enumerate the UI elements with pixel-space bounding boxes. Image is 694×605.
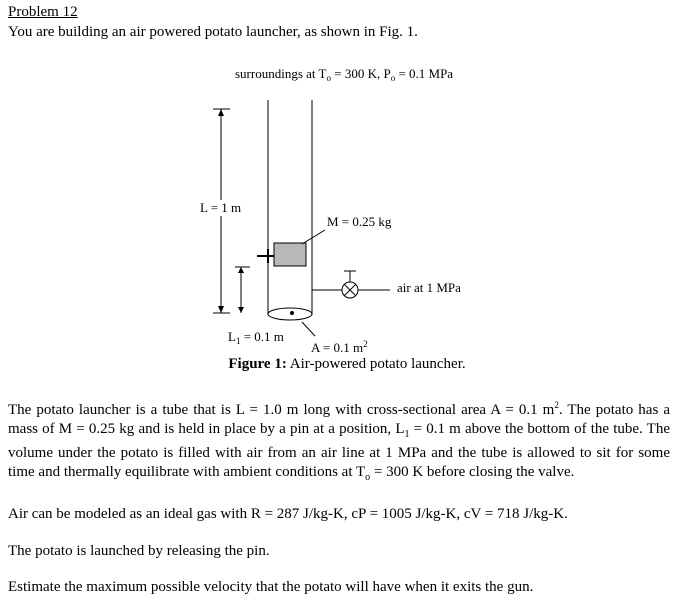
pin-height-label: $L_1 = 0.1$ m bbox=[228, 329, 284, 346]
paragraph-gas-model: Air can be modeled as an ideal gas with R = 287 J/kg-K, cP = 1005 J/kg-K, cV = 718 J/kg-K. bbox=[8, 506, 568, 522]
area-label: A = 0.1 $m^2$ bbox=[311, 339, 368, 355]
area-marker-dot bbox=[290, 311, 294, 315]
paragraph-question: Estimate the maximum possible velocity that the potato will have when it exits the gun. bbox=[8, 579, 534, 595]
paragraph-launch: The potato is launched by releasing the pin. bbox=[8, 543, 270, 559]
mass-label: M = 0.25 kg bbox=[327, 214, 392, 229]
paragraph-description: The potato launcher is a tube that is L = 1.0 m long with cross-sectional area A = 0.1 $m^2$. The potato has a mass of M = 0.25 kg and is held in place by a pin at a position, $L_1 = 0.1$ m above the bottom of the tube. The volume under the potato is filled with air from an air line at 1 MPa and the tube is allowed to sit for some time and thermally equilibrate with ambient conditions at $T_o = 300$ K before closing the valve. bbox=[8, 400, 670, 483]
length-label: L = 1 m bbox=[200, 200, 242, 215]
potato bbox=[274, 243, 306, 266]
figure-caption: Figure 1: Air-powered potato launcher. bbox=[228, 356, 466, 372]
potato-launcher-figure bbox=[0, 60, 694, 355]
problem-title: Problem 12 bbox=[8, 4, 78, 20]
mass-leader bbox=[302, 230, 325, 244]
surroundings-label: surroundings at $T_o = 300$ K, $P_o = 0.1$ MPa bbox=[235, 66, 454, 83]
problem-intro: You are building an air powered potato launcher, as shown in Fig. 1. bbox=[8, 24, 418, 40]
air-label: air at 1 MPa bbox=[397, 280, 461, 295]
tube-bottom-ellipse bbox=[268, 308, 312, 320]
area-leader bbox=[302, 322, 315, 336]
